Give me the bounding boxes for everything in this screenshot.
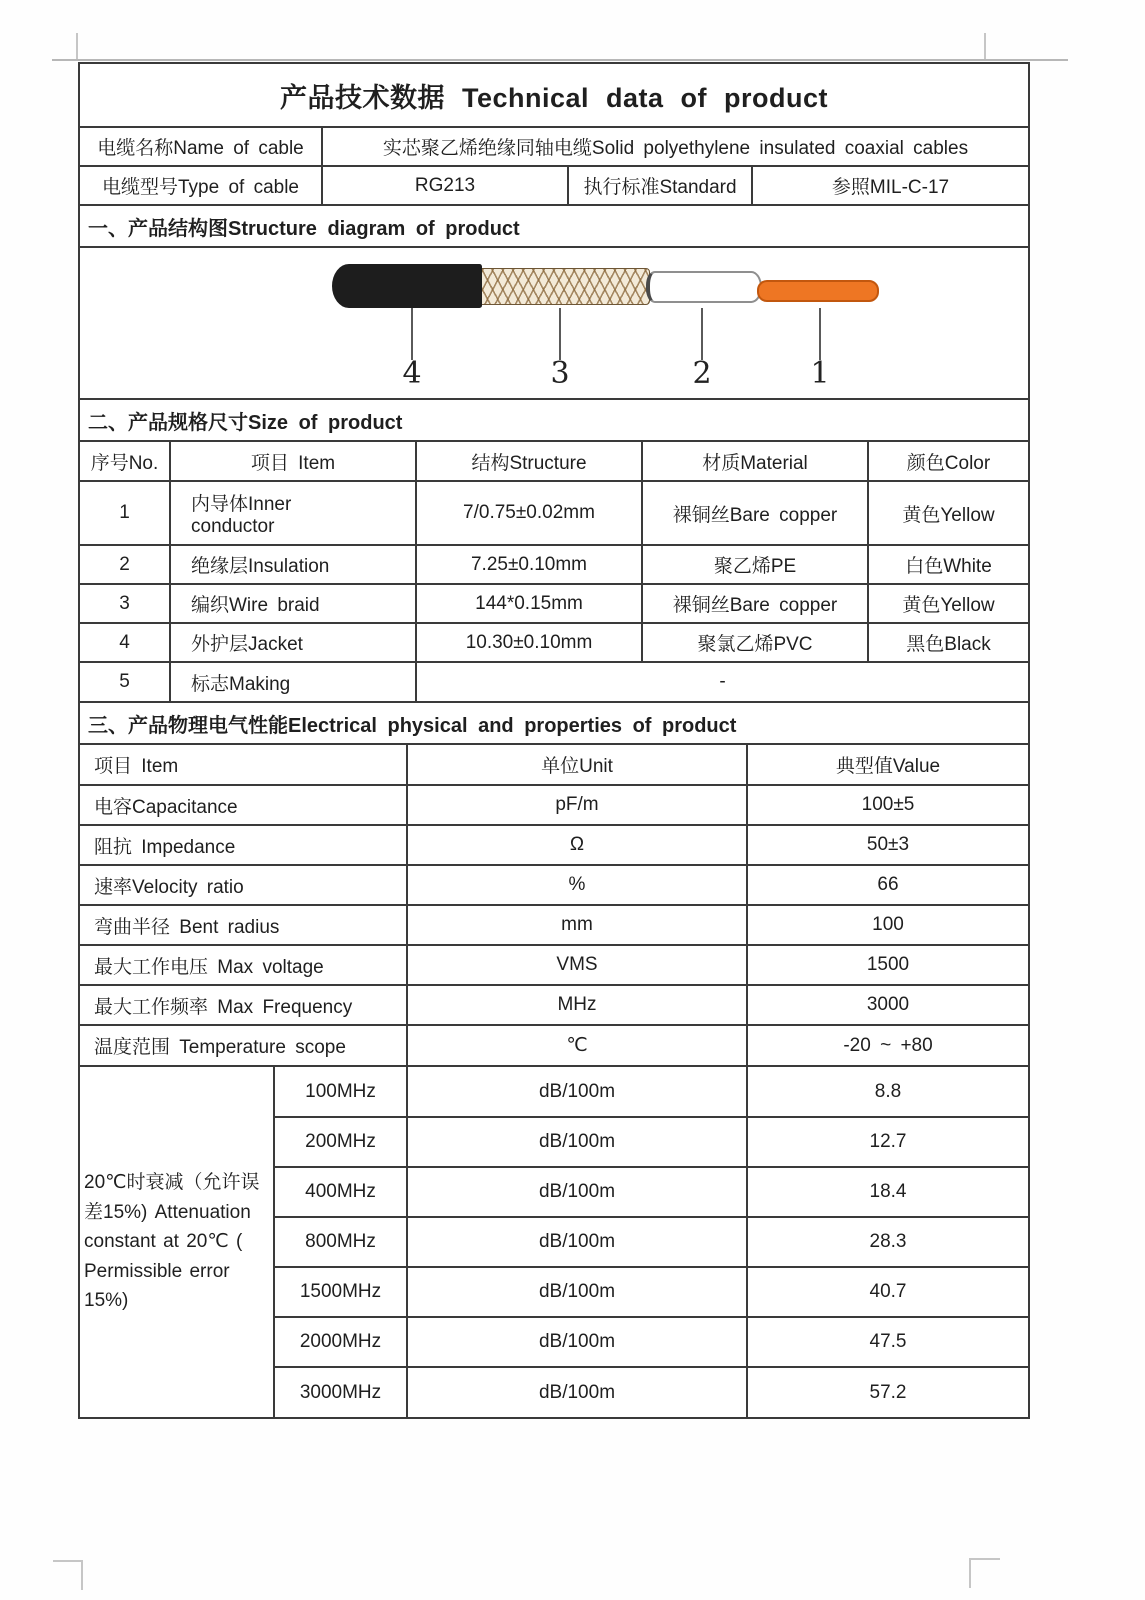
section-size-heading: 二、产品规格尺寸Size of product (88, 411, 403, 434)
unit: dB/100m (407, 1167, 747, 1217)
frequency: 400MHz (274, 1167, 407, 1217)
crop-mark-bottom-left (53, 1560, 83, 1562)
column-header: 材质Material (642, 442, 868, 481)
property-name: 电容Capacitance (80, 785, 407, 825)
conductor-segment (757, 280, 879, 302)
column-header: 项目 Item (170, 442, 416, 481)
crop-mark-bottom-right (969, 1558, 971, 1588)
jacket-segment (332, 264, 482, 308)
leader-line-4 (411, 308, 413, 360)
table-row (80, 623, 1028, 662)
row-item: 标志Making (170, 662, 416, 701)
cable-name-value: 实芯聚乙烯绝缘同轴电缆Solid polyethylene insulated coaxial cables (322, 128, 1028, 166)
table-row (80, 905, 1028, 945)
value: 12.7 (747, 1117, 1028, 1167)
table-row (80, 166, 1028, 204)
row-material: 聚氯乙烯PVC (642, 623, 868, 662)
property-value: 50±3 (747, 825, 1028, 865)
property-unit: Ω (407, 825, 747, 865)
standard-value: 参照MIL-C-17 (752, 166, 1028, 204)
table-row (80, 584, 1028, 623)
table-row (80, 785, 1028, 825)
page-title: 产品技术数据 Technical data of product (279, 82, 829, 113)
row-item: 编织Wire braid (170, 584, 416, 623)
value: 57.2 (747, 1367, 1028, 1417)
row-material: 裸铜丝Bare copper (642, 584, 868, 623)
cable-name-label: 电缆名称Name of cable (80, 128, 322, 166)
property-unit: MHz (407, 985, 747, 1025)
property-value: -20 ~ +80 (747, 1025, 1028, 1065)
part-label-4: 4 (402, 356, 422, 391)
insulation-segment (646, 271, 762, 303)
crop-mark-top-right (984, 33, 986, 60)
row-no: 5 (80, 662, 170, 701)
row-color: 黄色Yellow (868, 481, 1028, 545)
table-header-row (80, 745, 1028, 785)
size-table (80, 442, 1028, 701)
property-unit: VMS (407, 945, 747, 985)
attenuation-label: 20℃时衰减（允许误差15%) Attenuation constant at 20℃ ( Permissible error 15%) (80, 1067, 274, 1417)
table-header-row (80, 442, 1028, 481)
property-value: 100±5 (747, 785, 1028, 825)
property-value: 66 (747, 865, 1028, 905)
frequency: 800MHz (274, 1217, 407, 1267)
table-row (80, 128, 1028, 166)
column-header: 结构Structure (416, 442, 642, 481)
row-structure: 7.25±0.10mm (416, 545, 642, 584)
table-row (80, 985, 1028, 1025)
standard-label: 执行标准Standard (568, 166, 752, 204)
property-name: 速率Velocity ratio (80, 865, 407, 905)
column-header: 项目 Item (80, 745, 407, 785)
value: 8.8 (747, 1067, 1028, 1117)
crop-mark-top-left (76, 33, 78, 60)
attenuation-table (80, 1067, 1028, 1417)
section-electrical-heading: 三、产品物理电气性能Electrical physical and properties of product (88, 714, 737, 737)
row-item: 内导体Inner conductor (170, 481, 416, 545)
table-row (80, 545, 1028, 584)
unit: dB/100m (407, 1267, 747, 1317)
row-structure: 10.30±0.10mm (416, 623, 642, 662)
electrical-table (80, 745, 1028, 1065)
cable-info-table (80, 128, 1028, 204)
row-no: 2 (80, 545, 170, 584)
row-no: 3 (80, 584, 170, 623)
property-name: 温度范围 Temperature scope (80, 1025, 407, 1065)
page-edge-line (52, 59, 1068, 61)
frequency: 2000MHz (274, 1317, 407, 1367)
leader-line-2 (701, 308, 703, 360)
table-row (80, 662, 1028, 701)
row-structure: 144*0.15mm (416, 584, 642, 623)
value: 28.3 (747, 1217, 1028, 1267)
row-structure: 7/0.75±0.02mm (416, 481, 642, 545)
crop-mark-bottom-right (969, 1558, 1000, 1560)
row-no: 4 (80, 623, 170, 662)
row-item: 绝缘层Insulation (170, 545, 416, 584)
row-color: 黑色Black (868, 623, 1028, 662)
unit: dB/100m (407, 1317, 747, 1367)
row-material: 裸铜丝Bare copper (642, 481, 868, 545)
braid-segment (478, 268, 650, 305)
leader-line-3 (559, 308, 561, 360)
property-name: 最大工作频率 Max Frequency (80, 985, 407, 1025)
row-color: 黄色Yellow (868, 584, 1028, 623)
property-unit: ℃ (407, 1025, 747, 1065)
property-name: 阻抗 Impedance (80, 825, 407, 865)
property-value: 1500 (747, 945, 1028, 985)
row-no: 1 (80, 481, 170, 545)
table-row (80, 825, 1028, 865)
unit: dB/100m (407, 1217, 747, 1267)
row-color: 白色White (868, 545, 1028, 584)
frequency: 3000MHz (274, 1367, 407, 1417)
column-header: 单位Unit (407, 745, 747, 785)
value: 40.7 (747, 1267, 1028, 1317)
table-row (80, 1067, 1028, 1117)
cable-type-value: RG213 (322, 166, 568, 204)
property-value: 3000 (747, 985, 1028, 1025)
table-row (80, 481, 1028, 545)
property-name: 弯曲半径 Bent radius (80, 905, 407, 945)
column-header: 颜色Color (868, 442, 1028, 481)
unit: dB/100m (407, 1067, 747, 1117)
unit: dB/100m (407, 1117, 747, 1167)
row-value: - (416, 662, 1028, 701)
frequency: 200MHz (274, 1117, 407, 1167)
table-row (80, 945, 1028, 985)
property-unit: pF/m (407, 785, 747, 825)
value: 18.4 (747, 1167, 1028, 1217)
property-value: 100 (747, 905, 1028, 945)
table-row (80, 865, 1028, 905)
part-label-3: 3 (550, 356, 570, 391)
part-label-1: 1 (810, 356, 830, 391)
column-header: 典型值Value (747, 745, 1028, 785)
frequency: 1500MHz (274, 1267, 407, 1317)
section-structure-heading: 一、产品结构图Structure diagram of product (88, 217, 520, 240)
technical-data-sheet (78, 62, 1030, 1419)
property-unit: % (407, 865, 747, 905)
value: 47.5 (747, 1317, 1028, 1367)
column-header: 序号No. (80, 442, 170, 481)
cable-structure-diagram (80, 248, 1028, 398)
leader-line-1 (819, 308, 821, 360)
property-unit: mm (407, 905, 747, 945)
row-item: 外护层Jacket (170, 623, 416, 662)
frequency: 100MHz (274, 1067, 407, 1117)
crop-mark-bottom-left (81, 1560, 83, 1590)
row-material: 聚乙烯PE (642, 545, 868, 584)
table-row (80, 1025, 1028, 1065)
part-label-2: 2 (692, 356, 712, 391)
unit: dB/100m (407, 1367, 747, 1417)
cable-type-label: 电缆型号Type of cable (80, 166, 322, 204)
property-name: 最大工作电压 Max voltage (80, 945, 407, 985)
